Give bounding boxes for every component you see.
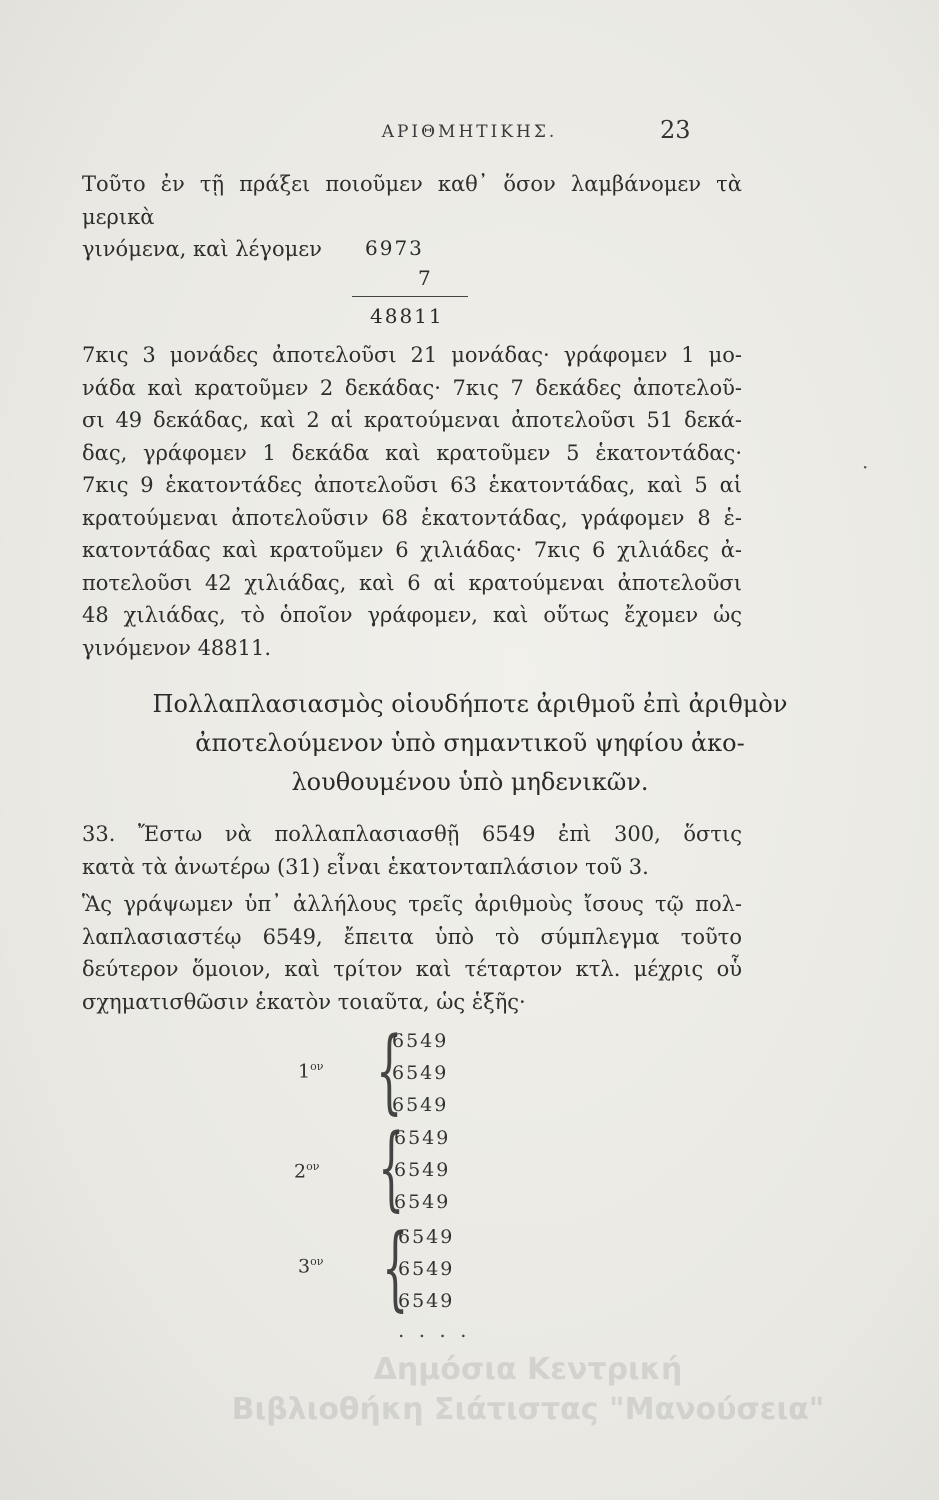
text-line: 7κις 9 ἑκατοντάδες ἀποτελοῦσι 63 ἑκατοντάδας, καὶ 5 αἱ: [82, 473, 742, 497]
group-label: $1^{o\nu}$: [298, 1060, 324, 1083]
group-number: 6549: [398, 1258, 455, 1280]
text-line: Ἃς γράψωμεν ὑπ᾽ ἀλλήλους τρεῖς ἀριθμοὺς ἴσους τῷ πολ-: [82, 892, 742, 916]
text-line: 33. Ἔστω νὰ πολλαπλασιασθῇ 6549 ἐπὶ 300, ὅστις: [82, 822, 742, 846]
page-number: 23: [660, 116, 691, 144]
text-line: 7κις 3 μονάδες ἀποτελοῦσι 21 μονάδας· γράφομεν 1 μο-: [82, 343, 742, 367]
brace-icon: {: [382, 1214, 409, 1321]
margin-mark: ·: [862, 455, 869, 479]
group-number: 6549: [392, 1030, 449, 1052]
text-line: δεύτερον ὅμοιον, καὶ τρίτον καὶ τέταρτον κτλ. μέχρις οὗ: [82, 957, 742, 981]
library-watermark-line-1: Δημόσια Κεντρική: [373, 1352, 683, 1387]
group-number: 6549: [392, 1062, 449, 1084]
brace-icon: {: [376, 1017, 403, 1124]
group-label: $2^{o\nu}$: [294, 1160, 320, 1183]
running-header: ΑΡΙΘΜΗΤΙΚΗΣ.: [381, 122, 558, 142]
text-line: λαπλασιαστέῳ 6549, ἔπειτα ὑπὸ τὸ σύμπλεγμα τοῦτο: [82, 924, 742, 949]
text-line: σι 49 δεκάδας, καὶ 2 αἱ κρατούμεναι ἀποτελοῦσι 51 δεκά-: [82, 408, 742, 432]
text-line: σχηματισθῶσιν ἑκατὸν τοιαῦτα, ὡς ἑξῆς·: [82, 989, 526, 1014]
text-line: κατοντάδας καὶ κρατοῦμεν 6 χιλιάδας· 7κις 6 χιλιάδες ἀ-: [82, 538, 742, 562]
group-number: 6549: [394, 1191, 451, 1213]
group-number: 6549: [394, 1127, 451, 1149]
text-line: 48 χιλιάδας, τὸ ὁποῖον γράφομεν, καὶ οὕτως ἔχομεν ὡς: [82, 603, 742, 627]
text-line: κρατούμεναι ἀποτελοῦσιν 68 ἑκατοντάδας, γράφομεν 8 ἑ-: [82, 505, 742, 530]
group-number: 6549: [398, 1290, 455, 1312]
paragraph-next: [82, 888, 742, 1018]
text-line: κατὰ τὰ ἀνωτέρω (31) εἶναι ἑκατονταπλάσιον τοῦ 3.: [82, 854, 649, 879]
multiplicand: 6973: [365, 236, 424, 260]
heading-line: ἀποτελούμενον ὑπὸ σημαντικοῦ ψηφίου ἀκο-: [195, 729, 745, 757]
text-line: νάδα καὶ κρατοῦμεν 2 δεκάδας· 7κις 7 δεκάδες ἀποτελοῦ-: [82, 375, 742, 400]
brace-icon: {: [378, 1114, 405, 1221]
text-line: γινόμενον 48811.: [82, 635, 272, 660]
text-line: γινόμενα, καὶ λέγομεν: [82, 237, 322, 261]
heading-line: Πολλαπλασιασμὸς οἱουδήποτε ἀριθμοῦ ἐπὶ ἀριθμὸν: [152, 690, 788, 718]
product: 48811: [370, 304, 444, 328]
text-line: ποτελοῦσι 42 χιλιάδας, καὶ 6 αἱ κρατούμεναι ἀποτελοῦσι: [82, 570, 742, 595]
group-label: $3^{o\nu}$: [298, 1255, 324, 1278]
ellipsis: . . . .: [398, 1318, 471, 1342]
text-line: Τοῦτο ἐν τῇ πράξει ποιοῦμεν καθ᾽ ὅσον λαμβάνομεν τὰ μερικὰ: [82, 172, 742, 229]
sum-rule: [352, 296, 468, 297]
explanation-paragraph: [82, 339, 742, 664]
text-line: δας, γράφομεν 1 δεκάδα καὶ κρατοῦμεν 5 ἑκατοντάδας·: [82, 440, 742, 465]
library-watermark-line-2: Βιβλιοθήκη Σιάτιστας "Μανούσεια": [231, 1392, 825, 1427]
group-number: 6549: [398, 1226, 455, 1248]
group-number: 6549: [392, 1094, 449, 1116]
paragraph-33: [82, 818, 742, 883]
multiplier: 7: [418, 266, 431, 290]
group-number: 6549: [394, 1159, 451, 1181]
section-heading: [60, 685, 880, 802]
heading-line: λουθουμένου ὑπὸ μηδενικῶν.: [291, 768, 649, 796]
